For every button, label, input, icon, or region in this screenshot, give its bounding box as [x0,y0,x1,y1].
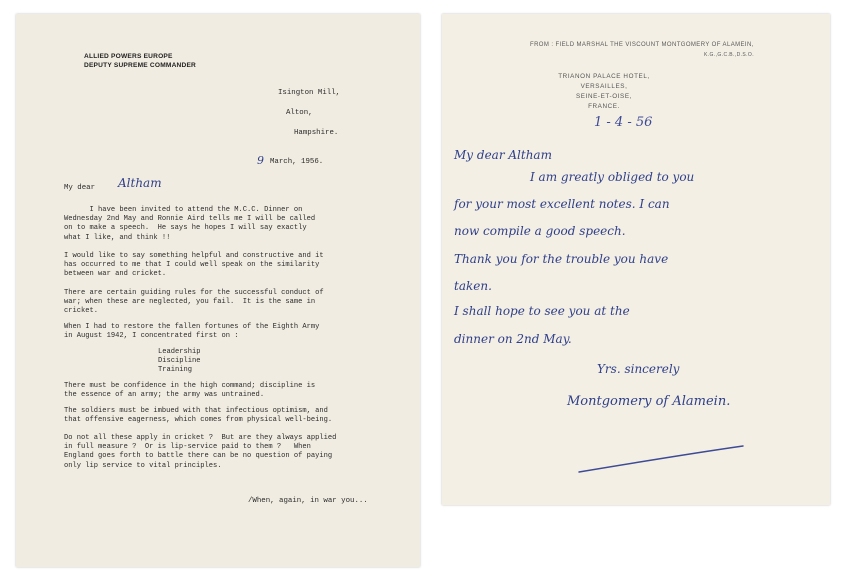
address-line-3: Hampshire. [294,129,339,137]
handwritten-line: Thank you for the trouble you have [454,252,669,266]
handwritten-line: taken. [454,279,492,293]
handwritten-line: now compile a good speech. [454,224,626,238]
paragraph-4: When I had to restore the fallen fortunes of the Eighth Army in August 1942, I concentrated first on : [64,323,320,341]
address-line-2: Alton, [286,109,313,117]
continuation-line: /When, again, in war you... [248,497,368,505]
paragraph-2: I would like to say something helpful and constructive and it has occurred to me that I could well speak on the similarity between war and cricket. [64,252,324,279]
handwritten-date: 1 - 4 - 56 [594,115,653,130]
handwritten-line: I shall hope to see you at the [454,304,630,318]
handwritten-salutation: My dear Altham [454,148,552,162]
paragraph-6: The soldiers must be imbued with that infectious optimism, and that offensive eagerness, which comes from physical well-being. [64,407,333,425]
letterhead-honours: K.G.,G.C.B.,D.S.O. [704,52,754,58]
paragraph-7: Do not all these apply in cricket ? But are they always applied in full measure ? Or is lip-service paid to them ? When England goes forth to battle there can be no question of paying only lip service to vital principles. [64,434,337,470]
date-day-handwritten: 9 [257,154,264,167]
hotel-address-line-1: TRIANON PALACE HOTEL, [558,73,650,80]
letterhead-from: FROM : FIELD MARSHAL THE VISCOUNT MONTGOMERY OF ALAMEIN, [530,42,754,48]
salutation-name-handwritten: Altham [118,176,162,190]
hotel-address-line-3: SEINE-ET-OISE, [576,93,632,100]
hotel-address-line-4: FRANCE. [588,103,620,110]
signature-underline-flourish [577,442,747,478]
handwritten-letter-page [442,14,830,505]
handwritten-signature: Montgomery of Alamein. [567,394,731,409]
paragraph-1: I have been invited to attend the M.C.C. Dinner on Wednesday 2nd May and Ronnie Aird tells me I will be called on to make a speech. He says he hopes I will say exactly what I like, and think !! [64,206,316,242]
handwritten-line: dinner on 2nd May. [454,332,572,346]
handwritten-line: I am greatly obliged to you [530,170,695,184]
typed-letter-page [16,14,420,567]
salutation: My dear [64,184,96,192]
paragraph-3: There are certain guiding rules for the successful conduct of war; when these are neglected, you fail. It is the same in cricket. [64,289,324,316]
letterhead-line-1: ALLIED POWERS EUROPE [84,53,173,60]
list-item: Training [158,366,193,374]
hotel-address-line-2: VERSAILLES, [580,83,628,90]
letterhead-line-2: DEPUTY SUPREME COMMANDER [84,62,197,69]
list-item: Discipline [158,357,201,365]
address-line-1: Isington Mill, [278,89,341,97]
handwritten-line: for your most excellent notes. I can [454,197,670,211]
handwritten-closing: Yrs. sincerely [597,362,680,376]
list-item: Leadership [158,348,201,356]
date-typed: March, 1956. [270,158,324,166]
paragraph-5: There must be confidence in the high command; discipline is the essence of an army; the army was untrained. [64,382,316,400]
